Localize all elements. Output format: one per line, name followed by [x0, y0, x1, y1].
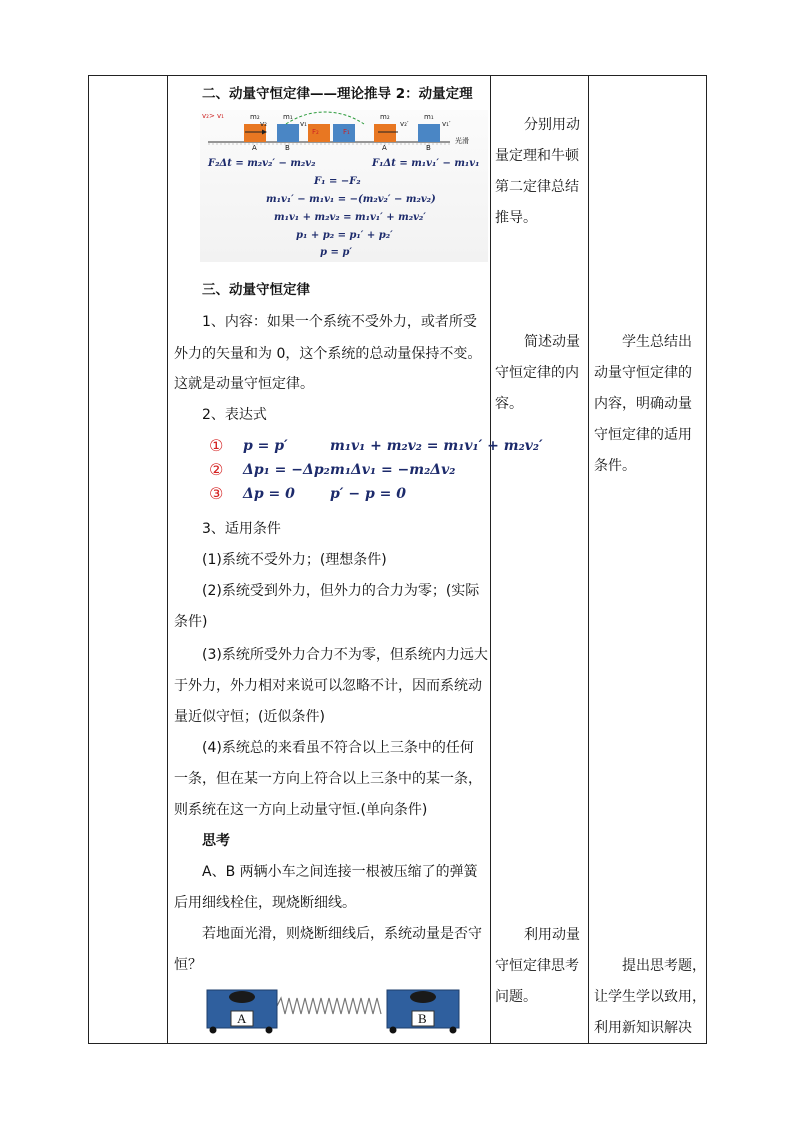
think-line: 恒？	[174, 957, 202, 973]
col4-line: 让学生学以致用，	[594, 989, 706, 1005]
velocity-relation-label: v₂> v₁	[202, 112, 224, 120]
col4-line: 条件。	[594, 458, 636, 474]
equation-3: m₁v₁′ − m₁v₁ = −(m₂v₂′ − m₂v₂)	[266, 194, 436, 205]
col3-line: 守恒定律思考	[495, 958, 579, 974]
diagram-label: v₂	[260, 120, 267, 128]
col3-line: 简述动量	[524, 334, 580, 350]
equation-6: p = p′	[320, 247, 352, 258]
diagram-label: F₁	[343, 128, 350, 136]
col4-line: 利用新知识解决	[594, 1020, 692, 1036]
carts-figure	[205, 985, 465, 1037]
col3-line: 守恒定律的内	[495, 365, 579, 381]
diagram-label: m₂	[250, 113, 260, 121]
think-line: 若地面光滑，则烧断细线后，系统动量是否守	[202, 926, 482, 942]
diagram-label: m₁	[424, 113, 434, 121]
diagram-label: v₁′	[442, 120, 451, 128]
formula-a: Δp = 0	[243, 486, 295, 502]
condition-line: 则系统在这一方向上动量守恒.(单向条件)	[174, 802, 428, 818]
conditions-heading: 3、适用条件	[202, 521, 281, 537]
table-col-line-2	[167, 75, 168, 1044]
diagram-label: m₁	[283, 113, 293, 121]
col4-line: 学生总结出	[622, 334, 692, 350]
col4-line: 内容，明确动量	[594, 396, 692, 412]
condition-line: (1)系统不受外力；(理想条件)	[202, 552, 387, 568]
section-2-title: 二、动量守恒定律——理论推导 2：动量定理	[202, 86, 473, 102]
equation-2: F₁ = −F₂	[314, 176, 361, 187]
col3-line: 第二定律总结	[495, 179, 579, 195]
cart-b-label: B	[418, 1011, 427, 1026]
condition-line: (3)系统所受外力合力不为零，但系统内力远大	[202, 647, 488, 663]
formula-number: ②	[209, 460, 224, 479]
condition-line: (4)系统总的来看虽不符合以上三条中的任何	[202, 740, 474, 756]
table-col-line-1	[88, 75, 89, 1044]
condition-line: (2)系统受到外力，但外力的合力为零；(实际	[202, 583, 480, 599]
col3-line: 问题。	[495, 989, 537, 1005]
col3-line: 推导。	[495, 210, 537, 226]
formula-a: Δp₁ = −Δp₂	[243, 462, 330, 478]
formula-b: p′ − p = 0	[330, 486, 406, 502]
equation-1b: F₁Δt = m₁v₁′ − m₁v₁	[372, 158, 480, 169]
formula-a: p = p′	[243, 438, 288, 454]
content-line: 外力的矢量和为 0，这个系统的总动量保持不变。	[174, 346, 482, 362]
equation-1a: F₂Δt = m₂v₂′ − m₂v₂	[208, 158, 316, 169]
diagram-label: v₁	[300, 120, 307, 128]
ground-label: B	[426, 144, 431, 152]
section-3-title: 三、动量守恒定律	[202, 282, 310, 298]
table-col-line-4	[588, 75, 589, 1044]
table-top-border	[88, 75, 707, 76]
col4-line: 守恒定律的适用	[594, 427, 692, 443]
col3-line: 利用动量	[524, 927, 580, 943]
think-line: A、B 两辆小车之间连接一根被压缩了的弹簧	[202, 864, 478, 880]
content-line: 这就是动量守恒定律。	[174, 376, 314, 392]
condition-line: 条件)	[174, 614, 208, 630]
derivation-figure	[200, 110, 488, 262]
cart-a-label: A	[237, 1011, 247, 1026]
formula-number: ③	[209, 484, 224, 503]
equation-5: p₁ + p₂ = p₁′ + p₂′	[296, 230, 393, 241]
diagram-label: v₂′	[400, 120, 409, 128]
col3-line: 量定理和牛顿	[495, 148, 579, 164]
content-line: 1、内容：如果一个系统不受外力，或者所受	[202, 314, 477, 330]
equation-4: m₁v₁ + m₂v₂ = m₁v₁′ + m₂v₂′	[274, 212, 426, 223]
think-heading: 思考	[202, 833, 230, 849]
col4-line: 动量守恒定律的	[594, 365, 692, 381]
condition-line: 于外力，外力相对来说可以忽略不计，因而系统动	[174, 678, 482, 694]
expression-heading: 2、表达式	[202, 407, 267, 423]
surface-label: 光滑	[455, 137, 469, 145]
table-col-line-3	[490, 75, 491, 1044]
condition-line: 量近似守恒；(近似条件)	[174, 709, 325, 725]
col3-line: 分别用动	[524, 117, 580, 133]
col3-line: 容。	[495, 396, 523, 412]
diagram-label: F₂	[312, 128, 319, 136]
formula-b: m₁Δv₁ = −m₂Δv₂	[330, 462, 456, 478]
ground-label: B	[285, 144, 290, 152]
formula-number: ①	[209, 436, 224, 455]
col4-line: 提出思考题，	[622, 958, 706, 974]
diagram-label: m₂	[380, 113, 390, 121]
condition-line: 一条，但在某一方向上符合以上三条中的某一条，	[174, 771, 482, 787]
think-line: 后用细线栓住，现烧断细线。	[174, 895, 356, 911]
table-col-line-5	[706, 75, 707, 1044]
ground-label: A	[252, 144, 257, 152]
formula-b: m₁v₁ + m₂v₂ = m₁v₁′ + m₂v₂′	[330, 438, 543, 454]
ground-label: A	[382, 144, 387, 152]
